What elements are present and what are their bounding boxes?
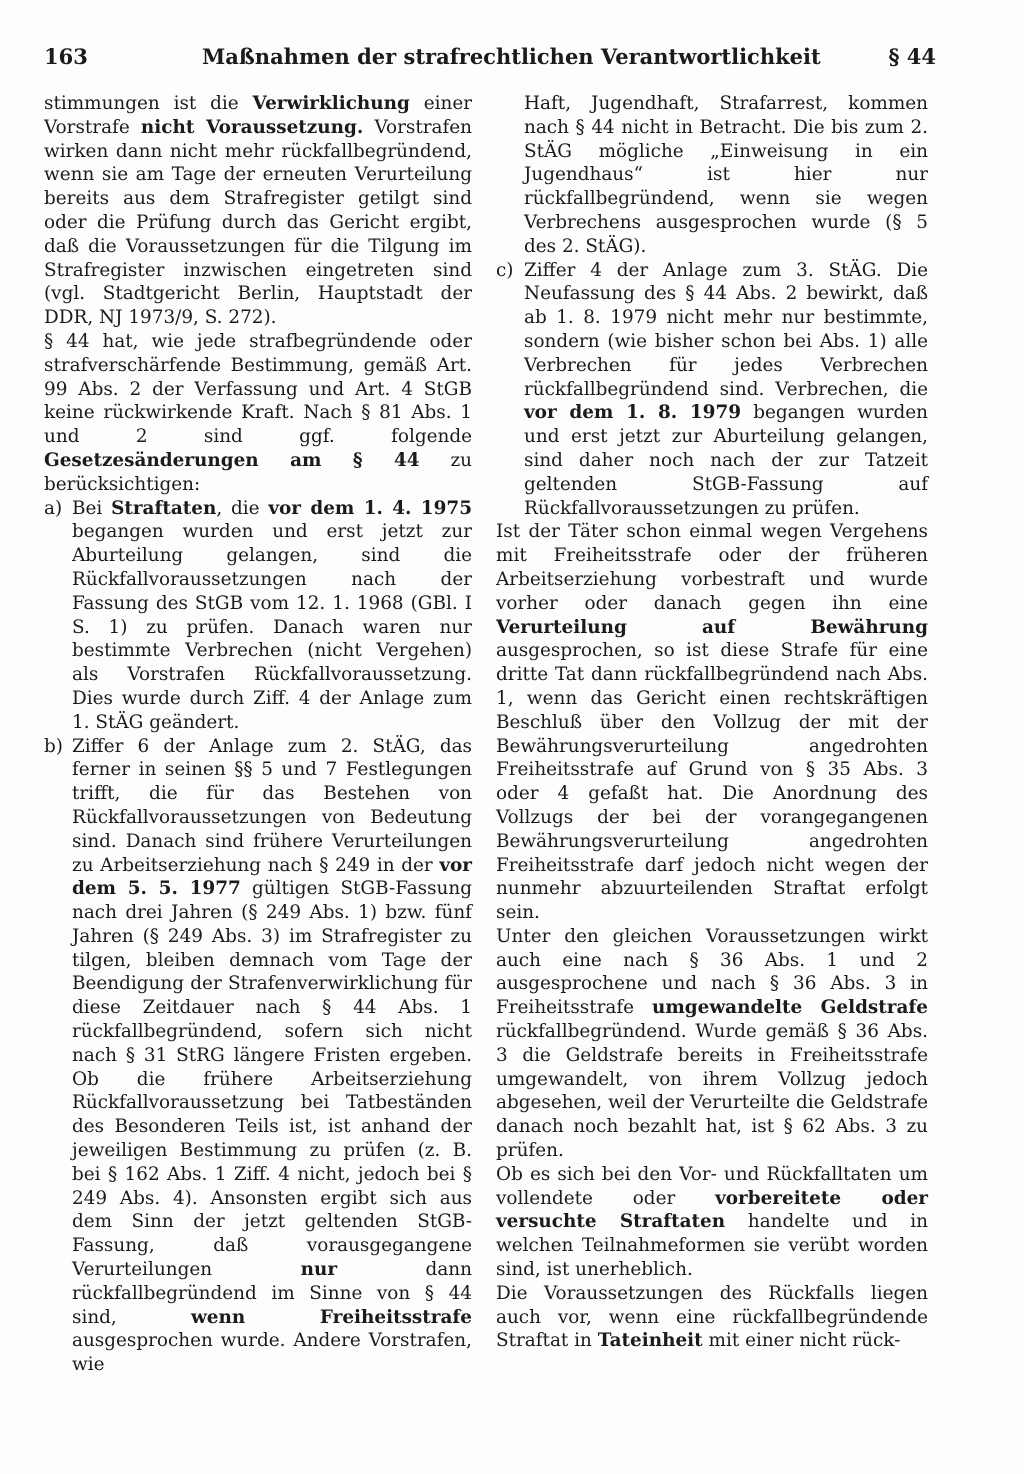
text-run: mit einer nicht rück- [702, 1330, 901, 1352]
emphasis-text: vor dem 1. 8. 1979 [524, 402, 742, 424]
paragraph [496, 1163, 928, 1282]
paragraph [496, 1282, 928, 1353]
list-item-text [72, 735, 472, 1378]
emphasis-text: wenn Freiheitsstrafe [190, 1306, 472, 1328]
emphasis-text: vor dem 1. 4. 1975 [268, 497, 472, 519]
emphasis-text: vor dem 5. 5. 1977 [72, 854, 472, 900]
text-run: Vorstrafen wirken dann nicht mehr rückfallbegründend, wenn sie am Tage der erneuten Verurteilung bereits aus dem Strafregister getilgt sind oder die Prüfung durch das Gericht ergibt, daß die Voraussetzungen für die Tilgung im Strafregister inzwischen eingetreten sind (vgl. Stadtgericht Berlin, Hauptstadt der DDR, NJ 1973/9, S. 272). [44, 116, 473, 329]
list-item-label: a) [44, 497, 63, 519]
text-run: handelte und in welchen Teilnahmeformen sie verübt worden sind, ist unerheblich. [496, 1211, 928, 1281]
text-run: stimmungen ist die [44, 93, 253, 114]
emphasis-text: nur [300, 1259, 338, 1281]
paragraph [44, 92, 472, 330]
emphasis-text: Gesetzesänderungen am § 44 [44, 449, 420, 471]
text-run: dann rückfallbegründend im Sinne von § 44 sind, [72, 1259, 472, 1328]
left-column [44, 92, 472, 1377]
page-header [44, 44, 936, 80]
text-run: Unter den gleichen Voraussetzungen wirkt auch eine nach § 36 Abs. 1 und 2 ausgesprochene und nach § 36 Abs. 3 in Freiheitsstrafe [496, 925, 928, 1019]
text-run: , die [216, 497, 269, 519]
text-run: gültigen StGB-Fassung nach drei Jahren (§ 249 Abs. 1) bzw. fünf Jahren (§ 249 Abs. 3) im Strafregister zu tilgen, bleiben demnach vom Tage der Beendigung der Strafenverwirklichung für diese Zeitdauer nach § 44 Abs. 1 rückfallbegründend, sofern sich nicht nach § 31 StRG längere Fristen ergeben. Ob die frühere Arbeitserziehung Rückfallvoraussetzung bei Tatbeständen des Besonderen Teils ist, ist anhand der jeweiligen Bestimmung zu prüfen (z. B. bei § 162 Abs. 1 Ziff. 4 nicht, jedoch bei § 249 Abs. 4). Ansonsten ergibt sich aus dem Sinn der jetzt geltenden StGB-Fassung, daß vorausgegangene Verurteilungen [72, 878, 473, 1281]
paragraph [496, 925, 928, 1163]
emphasis-text: vorbereitete oder versuchte Straftaten [496, 1187, 928, 1233]
emphasis-text: Tateinheit [597, 1330, 703, 1352]
emphasis-text: umgewandelte Geldstrafe [651, 997, 928, 1019]
text-run: § 44 hat, wie jede strafbegründende oder strafverschärfende Bestimmung, gemäß Art. 99 Abs. 2 der Verfassung und Art. 4 StGB keine rückwirkende Kraft. Nach § 81 Abs. 1 und 2 sind ggf. folgende [44, 330, 472, 448]
text-run: Ziffer 6 der Anlage zum 2. StÄG, das ferner in seinen §§ 5 und 7 Festlegungen trifft, die für das Bestehen von Rückfallvoraussetzungen von Bedeutung sind. Danach sind frühere Verurteilungen zu Arbeitserziehung nach § 249 in der [72, 735, 472, 876]
page-number: 163 [44, 44, 88, 69]
text-run: Ist der Täter schon einmal wegen Vergehens mit Freiheitsstrafe oder der früheren Arbeitserziehung vorbestraft und wurde vorher oder danach gegen ihn eine [496, 521, 928, 614]
text-run: Die Voraussetzungen des Rückfalls liegen auch vor, wenn eine rückfallbegründende Straftat in [496, 1282, 928, 1352]
text-run: Ob es sich bei den Vor- und Rückfalltaten um vollendete oder [496, 1163, 928, 1209]
text-run: Ziffer 4 der Anlage zum 3. StÄG. Die Neufassung des § 44 Abs. 2 bewirkt, daß ab 1. 8. 1979 nicht mehr nur bestimmte, sondern (wie bisher schon bei Abs. 1) alle Verbrechen für jedes Verbrechen rückfallbegründend sind. Verbrechen, die [524, 259, 928, 400]
text-run: rückfallbegründend. Wurde gemäß § 36 Abs. 3 die Geldstrafe bereits in Freiheitsstrafe umgewandelt, von ihrem Vollzug jedoch abgesehen, weil der Verurteilte die Geldstrafe danach noch bezahlt hat, ist § 62 Abs. 3 zu prüfen. [496, 1021, 928, 1162]
list-item [44, 497, 472, 735]
text-run: Bei [72, 497, 112, 519]
list-item-label: b) [44, 735, 63, 757]
emphasis-text: nicht Voraussetzung. [140, 116, 364, 138]
emphasis-text: Verwirklichung [252, 93, 410, 114]
emphasis-text: Verurteilung auf Bewährung [496, 616, 928, 638]
section-reference: § 44 [888, 44, 936, 69]
list-item-label: c) [496, 259, 514, 281]
list-item-text [524, 259, 928, 521]
list-item [496, 259, 928, 521]
list-item-text [72, 497, 472, 735]
text-run: ausgesprochen wurde. Andere Vorstrafen, wie [72, 1330, 472, 1376]
right-column [496, 92, 928, 1353]
list-item-continuation [496, 92, 928, 259]
text-run: begangen wurden und erst jetzt zur Aburteilung gelangen, sind daher noch nach der zur Tatzeit geltenden StGB-Fassung auf Rückfallvoraussetzungen zu prüfen. [524, 402, 928, 519]
running-title: Maßnahmen der strafrechtlichen Verantwortlichkeit [202, 44, 821, 69]
text-run: begangen wurden und erst jetzt zur Aburteilung gelangen, sind die Rückfallvoraussetzungen nach der Fassung des StGB vom 12. 1. 1968 (GBl. I S. 1) zu prüfen. Danach waren nur bestimmte Verbrechen (nicht Vergehen) als Vorstrafen Rückfallvoraussetzung. Dies wurde durch Ziff. 4 der Anlage zum 1. StÄG geändert. [72, 521, 472, 733]
paragraph [496, 520, 928, 925]
text-run: einer Vorstrafe [44, 93, 473, 138]
list-item [44, 735, 472, 1378]
text-run: zu berücksichtigen: [44, 449, 472, 495]
text-run: ausgesprochen, so ist diese Strafe für eine dritte Tat dann rückfallbegründend nach Abs. 1, wenn das Gericht einen rechtskräftigen Beschluß über den Vollzug der mit der Bewährungsverurteilung angedrohten Freiheitsstrafe auf Grund von § 35 Abs. 3 oder 4 gefaßt hat. Die Anordnung des Vollzugs der bei der vorangegangenen Bewährungsverurteilung angedrohten Freiheitsstrafe darf jedoch nicht wegen der nunmehr abzuurteilenden Straftat erfolgt sein. [496, 640, 928, 924]
emphasis-text: Straftaten [111, 497, 217, 519]
paragraph [44, 330, 472, 497]
list-item-text [524, 92, 928, 259]
text-run: Haft, Jugendhaft, Strafarrest, kommen nach § 44 nicht in Betracht. Die bis zum 2. StÄG mögliche „Einweisung in ein Jugendhaus“ ist hier nur rückfallbegründend, wenn sie wegen Verbrechens ausgesprochen wurde (§ 5 des 2. StÄG). [524, 93, 928, 257]
